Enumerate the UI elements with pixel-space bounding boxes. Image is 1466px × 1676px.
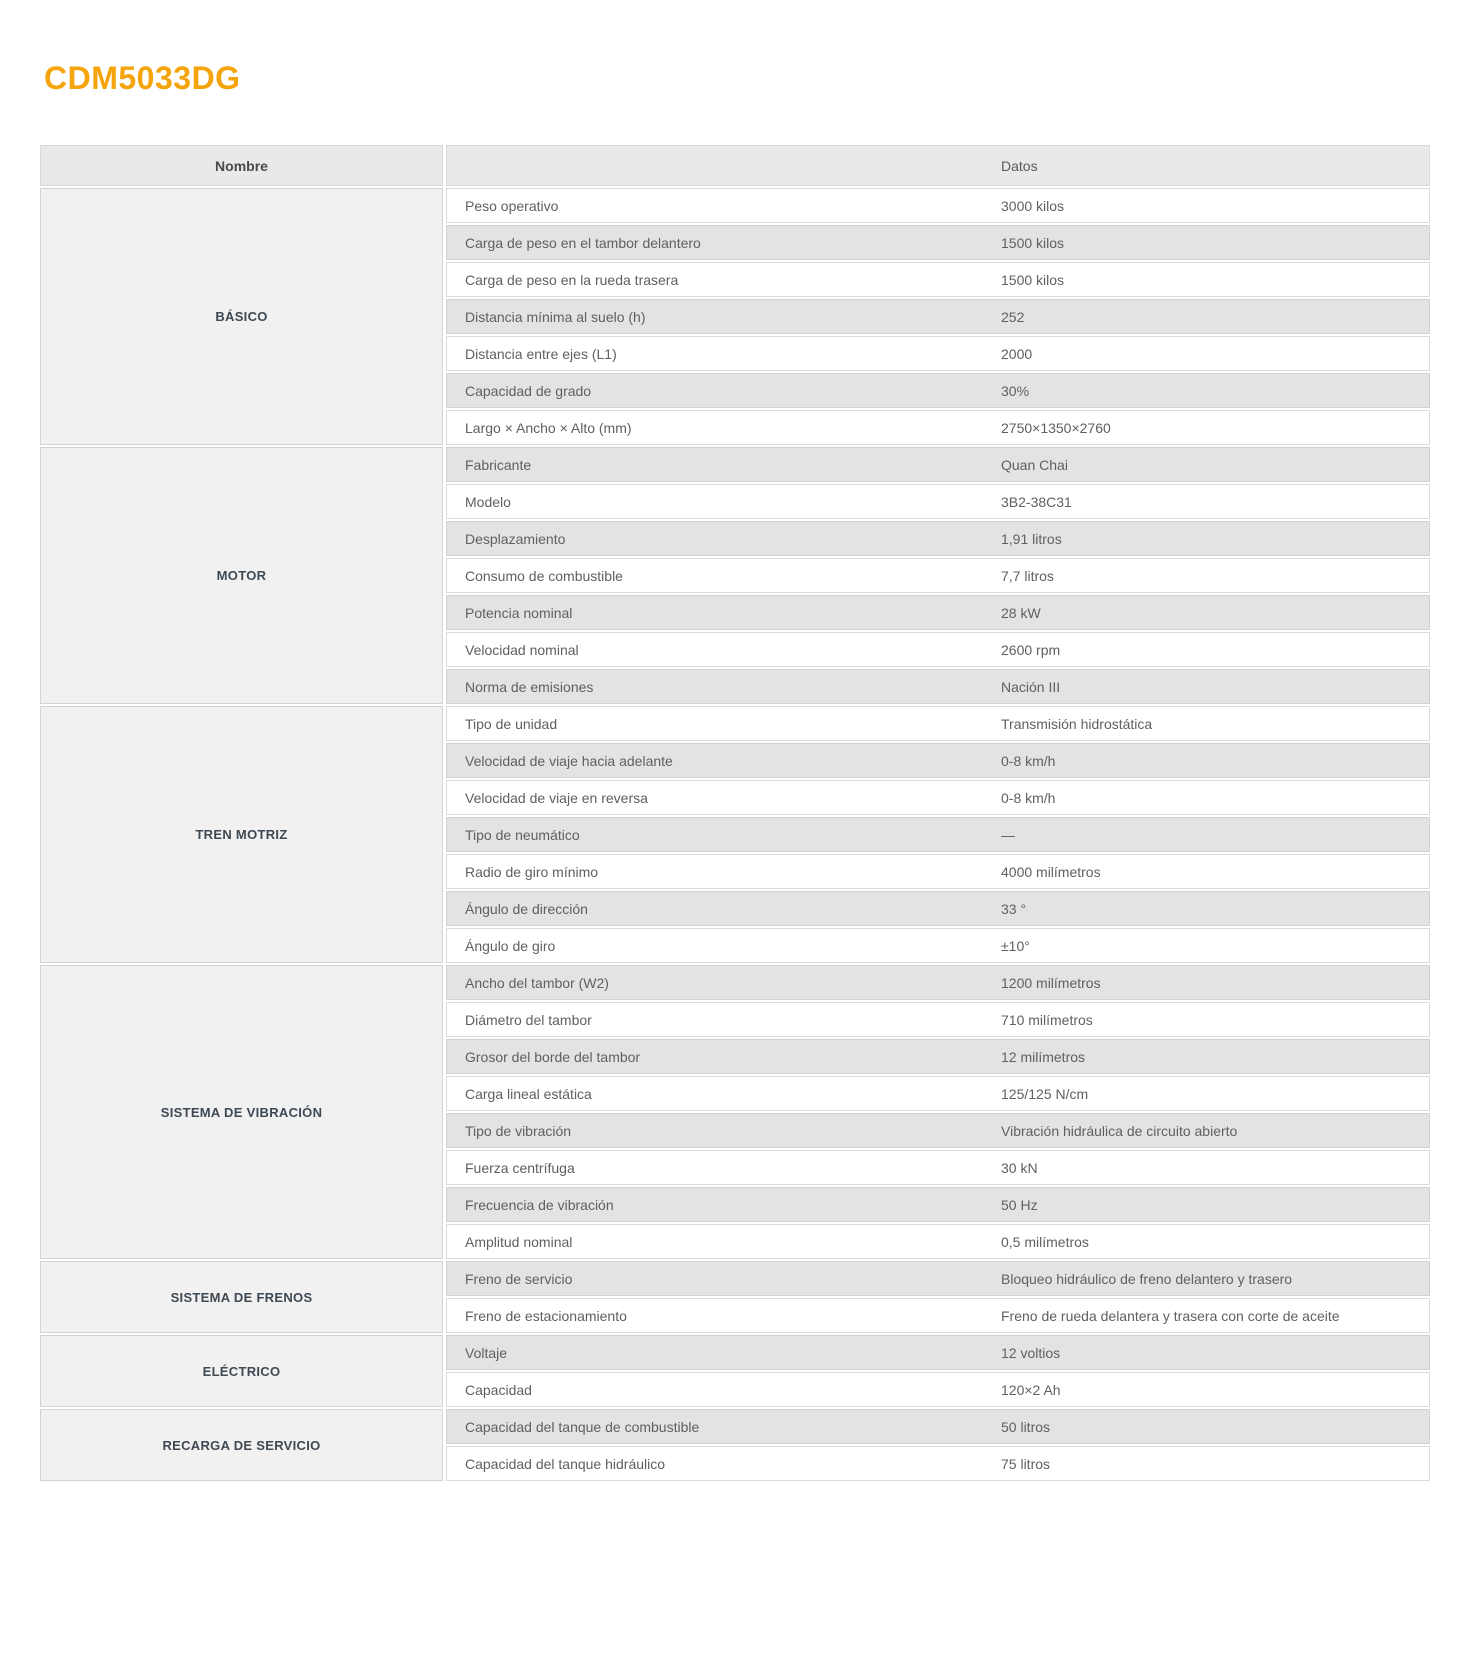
spec-row [446,1409,1430,1444]
spec-name-cell: Ángulo de giro [465,937,556,954]
spec-value-cell: ±10° [1001,937,1030,954]
spec-value-cell: 125/125 N/cm [1001,1085,1089,1102]
spec-name-cell: Carga de peso en el tambor delantero [465,234,701,251]
section-rows [446,188,1430,445]
spec-row [446,780,1430,815]
spec-value-cell: 4000 milímetros [1001,863,1101,880]
header-datos-cell [446,145,1430,186]
section-label-electrico: ELÉCTRICO [40,1335,443,1407]
spec-row [446,1446,1430,1481]
spec-row [446,299,1430,334]
spec-value-cell: 120×2 Ah [1001,1381,1061,1398]
spec-value-cell: 33 ° [1001,900,1027,917]
spec-row [446,743,1430,778]
section-rows [446,965,1430,1259]
spec-value-cell: 12 voltios [1001,1344,1061,1361]
spec-value-cell: 2750×1350×2760 [1001,419,1111,436]
spec-row [446,373,1430,408]
table-header-row [40,145,1430,186]
section-sistema-de-vibracion [40,965,1430,1259]
section-rows [446,706,1430,963]
spec-value-cell: 75 litros [1001,1455,1051,1472]
spec-name-cell: Peso operativo [465,197,559,214]
spec-name-cell: Capacidad [465,1381,532,1398]
spec-row [446,1113,1430,1148]
spec-row [446,817,1430,852]
spec-row [446,484,1430,519]
section-rows [446,1335,1430,1407]
header-nombre-cell: Nombre [40,145,443,186]
spec-name-cell: Ángulo de dirección [465,900,588,917]
spec-value-cell: 1500 kilos [1001,234,1065,251]
spec-row [446,854,1430,889]
spec-name-cell: Freno de servicio [465,1270,573,1287]
spec-row [446,965,1430,1000]
spec-name-cell: Capacidad del tanque de combustible [465,1418,700,1435]
spec-row [446,595,1430,630]
spec-row [446,1076,1430,1111]
spec-value-cell: Quan Chai [1001,456,1068,473]
spec-row [446,336,1430,371]
spec-value-cell: 1500 kilos [1001,271,1065,288]
spec-name-cell: Amplitud nominal [465,1233,573,1250]
spec-name-cell: Capacidad del tanque hidráulico [465,1455,666,1472]
spec-name-cell: Largo × Ancho × Alto (mm) [465,419,632,436]
spec-name-cell: Frecuencia de vibración [465,1196,614,1213]
section-rows [446,447,1430,704]
spec-row [446,262,1430,297]
spec-table [40,145,1430,1481]
spec-row [446,632,1430,667]
section-basico [40,188,1430,445]
section-label-tren-motriz: TREN MOTRIZ [40,706,443,963]
spec-value-cell: 252 [1001,308,1025,325]
section-rows [446,1409,1430,1481]
spec-value-cell: Transmisión hidrostática [1001,715,1153,732]
spec-row [446,410,1430,445]
section-electrico [40,1335,1430,1407]
spec-name-cell: Modelo [465,493,511,510]
section-label-basico: BÁSICO [40,188,443,445]
spec-name-cell: Diámetro del tambor [465,1011,592,1028]
spec-row [446,891,1430,926]
spec-name-cell: Voltaje [465,1344,508,1361]
spec-value-cell: Vibración hidráulica de circuito abierto [1001,1122,1238,1139]
spec-value-cell: 1200 milímetros [1001,974,1101,991]
spec-name-cell: Tipo de vibración [465,1122,572,1139]
spec-row [446,1187,1430,1222]
spec-row [446,1261,1430,1296]
header-datos-label: Datos [1001,157,1038,174]
section-label-sistema-de-vibracion: SISTEMA DE VIBRACIÓN [40,965,443,1259]
spec-name-cell: Distancia entre ejes (L1) [465,345,617,362]
spec-value-cell: 30% [1001,382,1030,399]
spec-name-cell: Tipo de neumático [465,826,580,843]
spec-row [446,1002,1430,1037]
spec-row [446,928,1430,963]
spec-value-cell: 30 kN [1001,1159,1038,1176]
spec-row [446,1335,1430,1370]
spec-name-cell: Velocidad de viaje hacia adelante [465,752,673,769]
spec-value-cell: Nación III [1001,678,1061,695]
section-label-recarga-de-servicio: RECARGA DE SERVICIO [40,1409,443,1481]
spec-row [446,225,1430,260]
spec-row [446,1150,1430,1185]
spec-value-cell: 2600 rpm [1001,641,1061,658]
spec-value-cell: 28 kW [1001,604,1041,621]
spec-value-cell: 2000 [1001,345,1033,362]
section-recarga-de-servicio [40,1409,1430,1481]
spec-name-cell: Carga de peso en la rueda trasera [465,271,679,288]
section-label-sistema-de-frenos: SISTEMA DE FRENOS [40,1261,443,1333]
spec-value-cell: 50 Hz [1001,1196,1038,1213]
spec-row [446,521,1430,556]
section-tren-motriz [40,706,1430,963]
spec-value-cell: — [1001,826,1015,843]
spec-name-cell: Velocidad de viaje en reversa [465,789,648,806]
spec-name-cell: Capacidad de grado [465,382,592,399]
spec-name-cell: Freno de estacionamiento [465,1307,627,1324]
section-sistema-de-frenos [40,1261,1430,1333]
spec-value-cell: 0-8 km/h [1001,789,1056,806]
spec-row [446,558,1430,593]
spec-row [446,669,1430,704]
spec-name-cell: Radio de giro mínimo [465,863,599,880]
spec-row [446,447,1430,482]
spec-row [446,1298,1430,1333]
spec-value-cell: 0,5 milímetros [1001,1233,1089,1250]
spec-row [446,1039,1430,1074]
spec-value-cell: Freno de rueda delantera y trasera con corte de aceite [1001,1307,1340,1324]
spec-name-cell: Desplazamiento [465,530,566,547]
spec-row [446,1372,1430,1407]
spec-value-cell: 3000 kilos [1001,197,1065,214]
page-title: CDM5033DG [44,60,241,96]
spec-name-cell: Carga lineal estática [465,1085,592,1102]
spec-value-cell: 7,7 litros [1001,567,1054,584]
spec-name-cell: Fabricante [465,456,532,473]
section-label-motor: MOTOR [40,447,443,704]
spec-value-cell: Bloqueo hidráulico de freno delantero y trasero [1001,1270,1293,1287]
spec-name-cell: Distancia mínima al suelo (h) [465,308,646,325]
spec-value-cell: 3B2-38C31 [1001,493,1072,510]
spec-value-cell: 710 milímetros [1001,1011,1093,1028]
spec-name-cell: Tipo de unidad [465,715,558,732]
spec-name-cell: Ancho del tambor (W2) [465,974,609,991]
section-rows [446,1261,1430,1333]
spec-name-cell: Grosor del borde del tambor [465,1048,641,1065]
spec-name-cell: Fuerza centrífuga [465,1159,575,1176]
spec-value-cell: 50 litros [1001,1418,1051,1435]
spec-row [446,1224,1430,1259]
spec-name-cell: Potencia nominal [465,604,573,621]
spec-name-cell: Consumo de combustible [465,567,623,584]
spec-row [446,188,1430,223]
section-motor [40,447,1430,704]
spec-value-cell: 1,91 litros [1001,530,1062,547]
spec-value-cell: 0-8 km/h [1001,752,1056,769]
spec-value-cell: 12 milímetros [1001,1048,1086,1065]
spec-name-cell: Norma de emisiones [465,678,594,695]
spec-name-cell: Velocidad nominal [465,641,579,658]
spec-row [446,706,1430,741]
